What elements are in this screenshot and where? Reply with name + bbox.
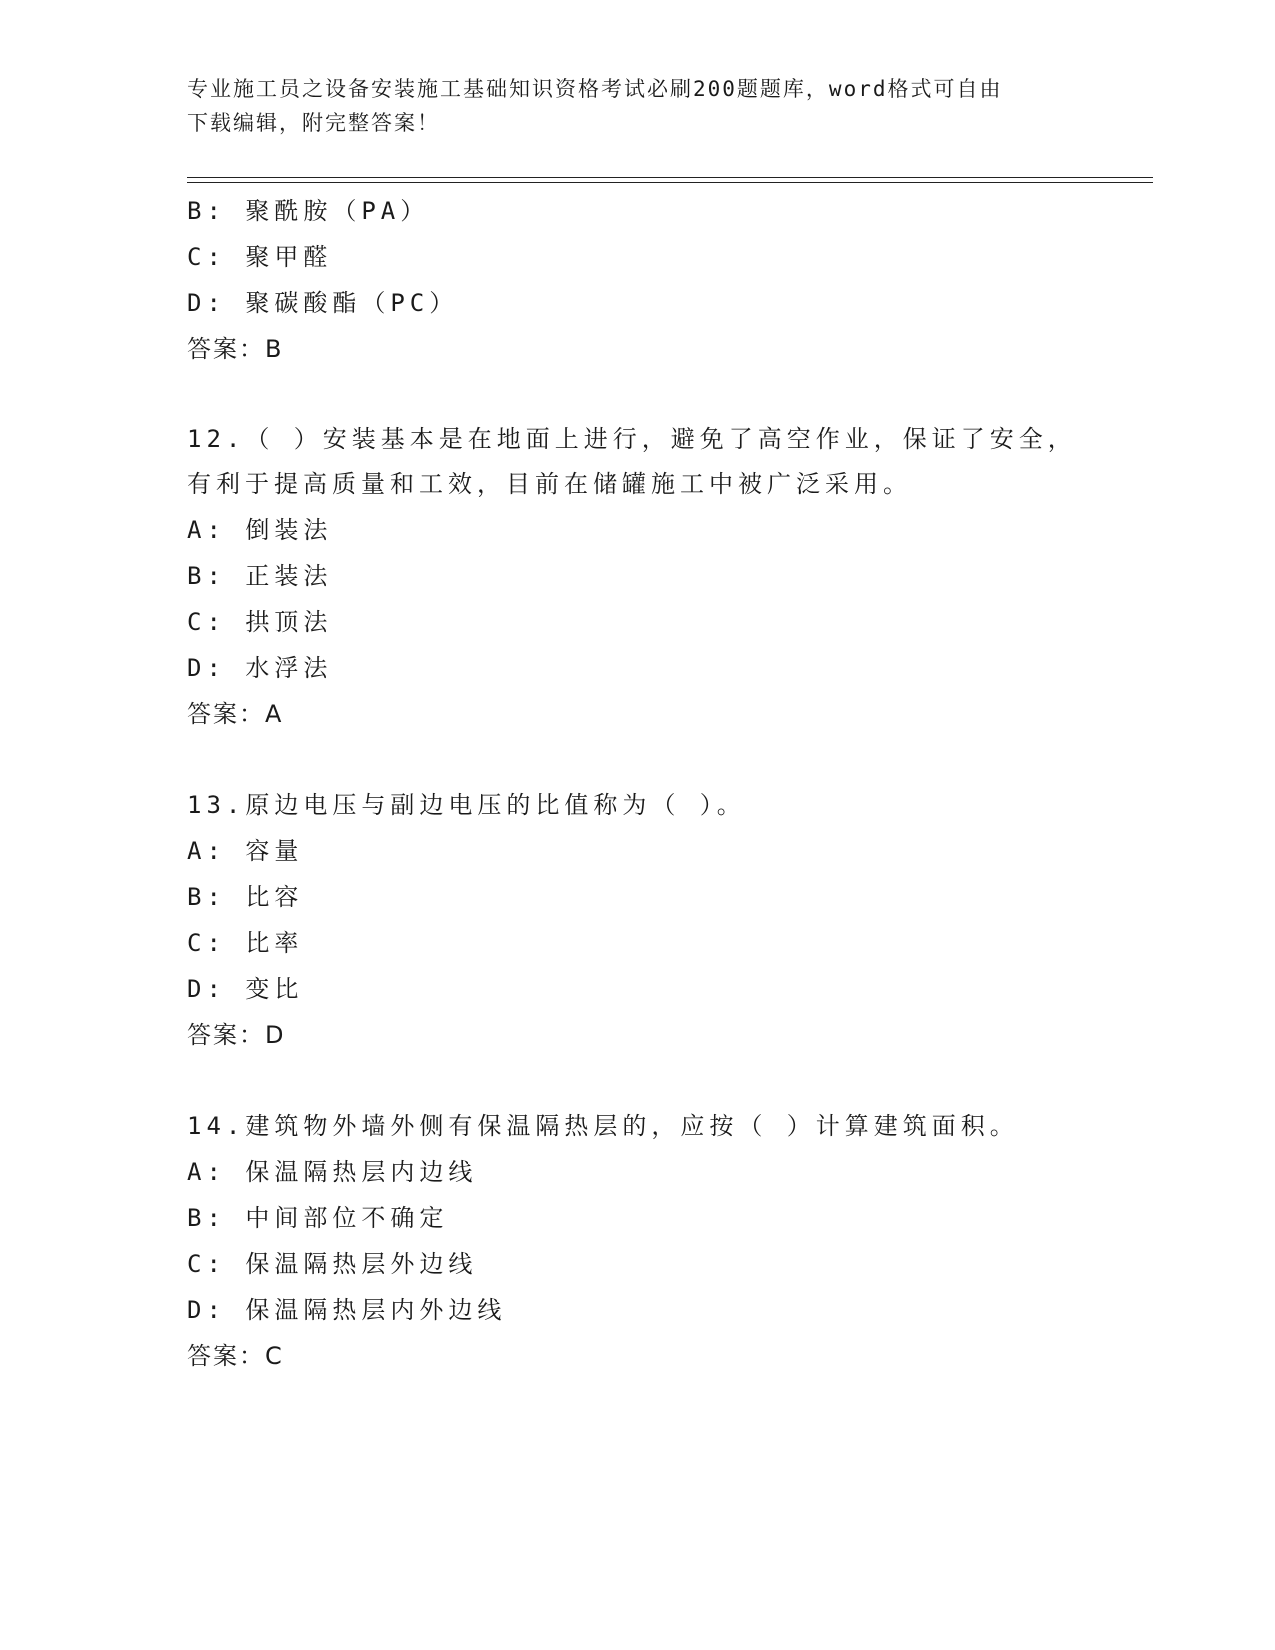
question-12-answer: 答案：A: [187, 700, 284, 728]
question-13-option-d: D: 变比: [187, 975, 304, 1003]
question-13-answer: 答案：D: [187, 1021, 286, 1049]
header-divider-bottom: [187, 182, 1153, 183]
question-gap: [187, 737, 1087, 782]
question-11-option-d: D: 聚碳酸酯（PC）: [187, 289, 459, 317]
question-11-option-b: B: 聚酰胺（PA）: [187, 197, 430, 225]
question-12-option-b: B: 正装法: [187, 562, 333, 590]
question-12-text-line-1: 12.（ ）安装基本是在地面上进行，避免了高空作业，保证了安全，: [187, 425, 1077, 453]
header-title-line-2: 下载编辑，附完整答案！: [187, 111, 440, 135]
question-12-text-line-2: 有利于提高质量和工效，目前在储罐施工中被广泛采用。: [187, 470, 912, 498]
question-12-option-d: D: 水浮法: [187, 654, 333, 682]
question-14-option-a: A: 保温隔热层内边线: [187, 1158, 478, 1186]
question-gap: [187, 1058, 1087, 1103]
question-12-option-c: C: 拱顶法: [187, 608, 333, 636]
question-12-block: [187, 417, 1087, 737]
question-14-block: [187, 1103, 1087, 1379]
question-14-option-c: C: 保温隔热层外边线: [187, 1250, 478, 1278]
question-13-text: 13.原边电压与副边电压的比值称为（ ）。: [187, 791, 746, 819]
document-body: [187, 188, 1087, 1379]
question-13-block: [187, 782, 1087, 1058]
header-title-line-1: 专业施工员之设备安装施工基础知识资格考试必刷200题题库，word格式可自由: [187, 77, 1003, 101]
question-14-answer: 答案：C: [187, 1342, 284, 1370]
question-12-option-a: A: 倒装法: [187, 516, 333, 544]
question-gap: [187, 372, 1087, 417]
question-11-answer: 答案：B: [187, 335, 284, 363]
question-14-option-d: D: 保温隔热层内外边线: [187, 1296, 507, 1324]
question-11-block: [187, 188, 1087, 372]
question-11-option-c: C: 聚甲醛: [187, 243, 333, 271]
question-14-option-b: B: 中间部位不确定: [187, 1204, 449, 1232]
question-13-option-c: C: 比率: [187, 929, 304, 957]
question-13-option-a: A: 容量: [187, 837, 304, 865]
question-14-text: 14.建筑物外墙外侧有保温隔热层的，应按（ ）计算建筑面积。: [187, 1112, 1019, 1140]
document-header: [187, 72, 1067, 140]
question-13-option-b: B: 比容: [187, 883, 304, 911]
header-divider-top: [187, 177, 1153, 178]
